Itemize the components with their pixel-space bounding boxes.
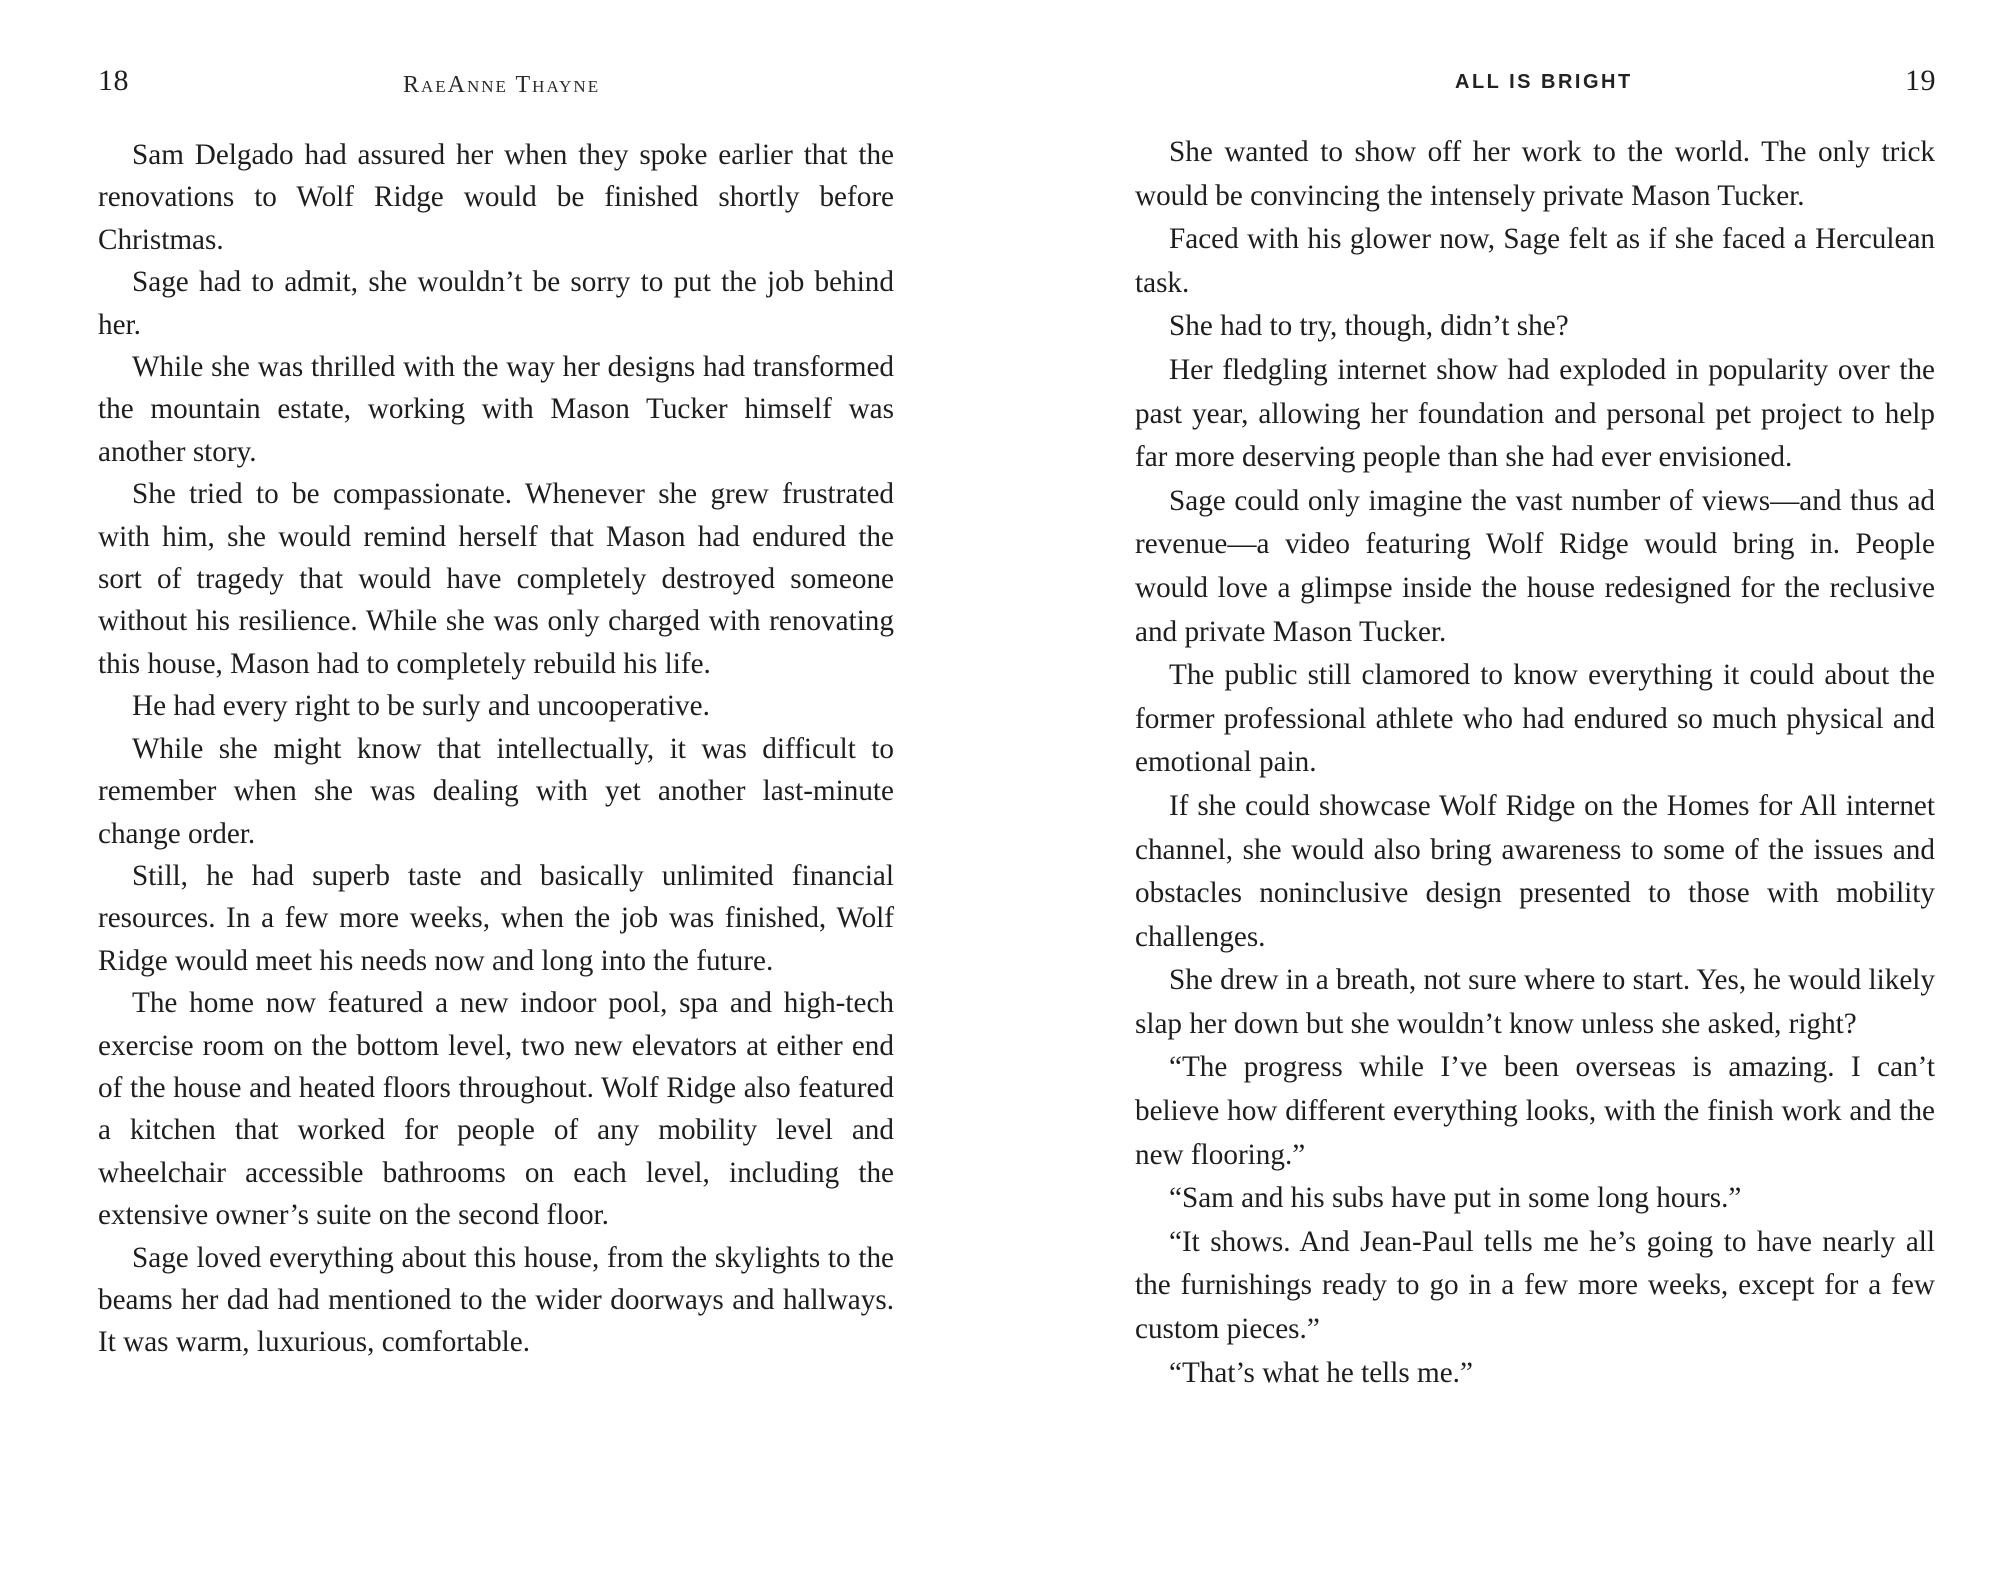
paragraph: “That’s what he tells me.” (1169, 1356, 1473, 1389)
paragraph: The public still clamored to know everything it could about the former professional athlete who had endured so much physical and emotional pain. (1135, 659, 1935, 779)
body-text (1135, 131, 1935, 1395)
paragraph: Sage could only imagine the vast number of views—and thus ad revenue—a video featuring Wolf Ridge would bring in. People would love a glimpse inside the house redesigned for the reclusive and private Mason Tucker. (1135, 484, 1935, 648)
paragraph: He had every right to be surly and uncooperative. (132, 690, 710, 723)
paragraph: She had to try, though, didn’t she? (1169, 310, 1569, 343)
paragraph: Faced with his glower now, Sage felt as if she faced a Herculean task. (1135, 223, 1935, 299)
page-number: 19 (1905, 64, 1936, 97)
paragraph: Still, he had superb taste and basically unlimited financial resources. In a few more weeks, when the job was finished, Wolf Ridge would meet his needs now and long into the future. (98, 859, 894, 977)
right-page (1000, 0, 2000, 1590)
paragraph: Sage loved everything about this house, from the skylights to the beams her dad had mentioned to the wider doorways and hallways. It was warm, luxurious, comfortable. (98, 1241, 894, 1359)
paragraph: She wanted to show off her work to the world. The only trick would be convincing the intensely private Mason Tucker. (1135, 136, 1935, 212)
paragraph: Sam Delgado had assured her when they spoke earlier that the renovations to Wolf Ridge would be finished shortly before Christmas. (98, 139, 894, 256)
running-head-title: ALL IS BRIGHT (1455, 71, 1633, 93)
paragraph: Sage had to admit, she wouldn’t be sorry to put the job behind her. (98, 266, 894, 341)
paragraph: Her fledgling internet show had exploded in popularity over the past year, allowing her foundation and personal pet project to help far more deserving people than she had ever envisioned. (1135, 353, 1935, 474)
paragraph: The home now featured a new indoor pool, spa and high-tech exercise room on the bottom level, two new elevators at either end of the house and heated floors throughout. Wolf Ridge also featured a kitchen that worked for people of any mobility level and wheelchair accessible bathrooms on each level, including the extensive owner’s suite on the second floor. (98, 987, 894, 1232)
paragraph: She drew in a breath, not sure where to start. Yes, he would likely slap her down but she wouldn’t know unless she asked, right? (1135, 964, 1936, 1040)
running-head-author: RaeAnne Thayne (403, 72, 601, 98)
paragraph: She tried to be compassionate. Whenever she grew frustrated with him, she would remind herself that Mason had endured the sort of tragedy that would have completely destroyed someone without his resilience. While she was only charged with renovating this house, Mason had to completely rebuild his life. (98, 478, 894, 680)
paragraph: While she might know that intellectually, it was difficult to remember when she was dealing with yet another last-minute change order. (98, 732, 894, 850)
paragraph: While she was thrilled with the way her designs had transformed the mountain estate, working with Mason Tucker himself was another story. (98, 351, 894, 468)
page-number: 18 (98, 64, 129, 97)
body-text (98, 134, 894, 1364)
paragraph: “Sam and his subs have put in some long hours.” (1169, 1182, 1742, 1215)
paragraph: “It shows. And Jean-Paul tells me he’s going to have nearly all the furnishings ready to go in a few more weeks, except for a few custom pieces.” (1135, 1225, 1935, 1346)
paragraph: If she could showcase Wolf Ridge on the Homes for All internet channel, she would also bring awareness to some of the issues and obstacles noninclusive design presented to those with mobility challenges. (1135, 789, 1935, 953)
paragraph: “The progress while I’ve been overseas is amazing. I can’t believe how different everything looks, with the finish work and the new flooring.” (1135, 1051, 1935, 1171)
